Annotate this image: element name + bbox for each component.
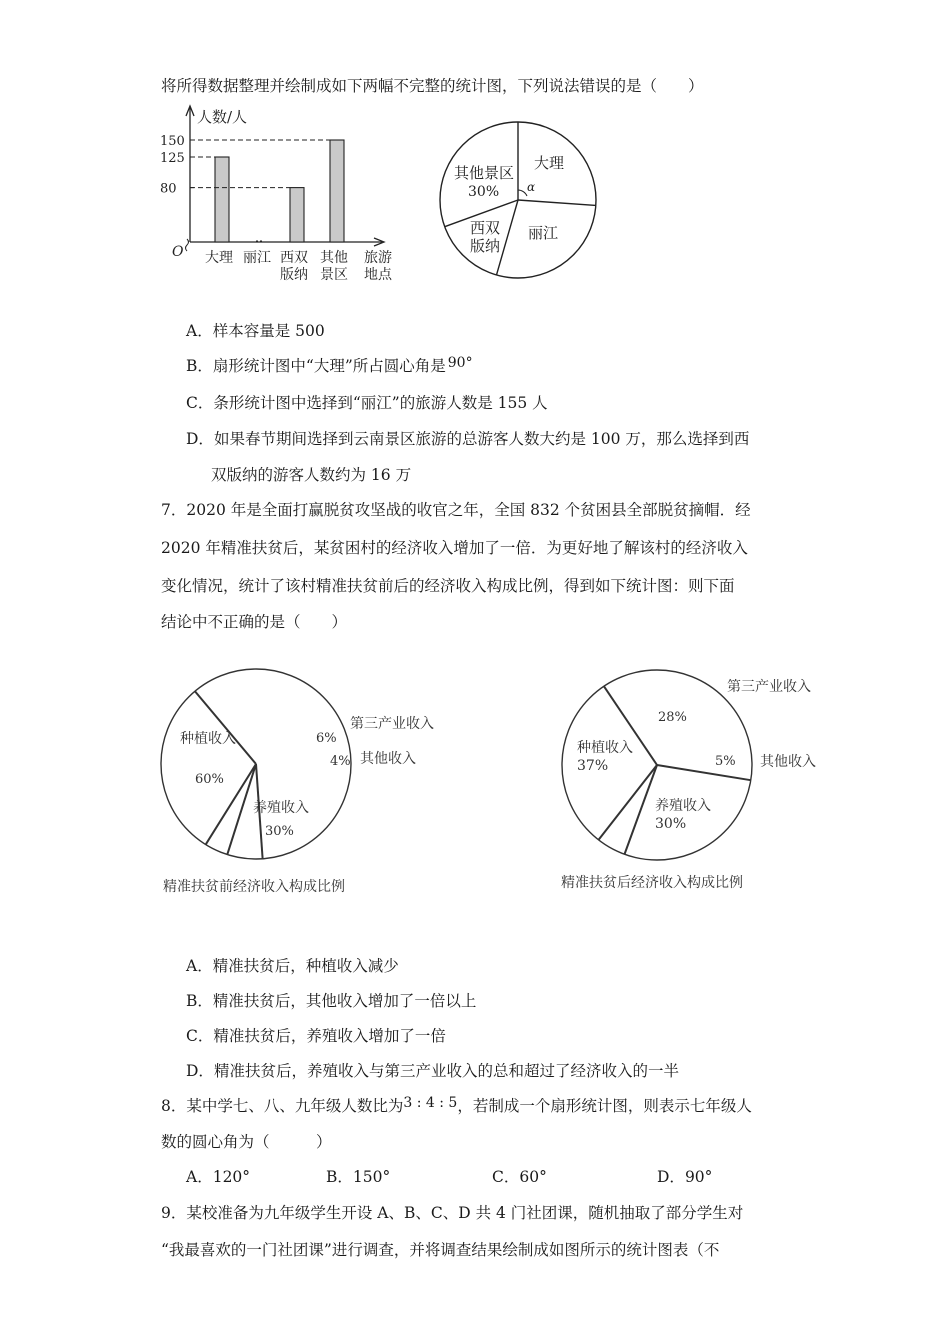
q8-line-2: 数的圆心角为（ ） xyxy=(161,1133,332,1151)
option-key: C． xyxy=(492,1168,520,1186)
q6-pie-chart xyxy=(430,110,610,290)
q8-text-pre: 8．某中学七、八、九年级人数比为 xyxy=(161,1097,404,1115)
q8-option-a[interactable] xyxy=(186,1167,250,1187)
pie-value-label: 30% xyxy=(265,824,294,839)
q7-line-4: 结论中不正确的是（ ） xyxy=(161,613,348,631)
q6-bar-chart xyxy=(160,100,400,290)
q7-option-a[interactable] xyxy=(186,956,399,976)
option-text: 精准扶贫后，其他收入增加了一倍以上 xyxy=(212,992,477,1010)
pie-title: 精准扶贫后经济收入构成比例 xyxy=(561,875,743,891)
option-text: 样本容量是 500 xyxy=(212,322,325,340)
x-tick-label: 西双 xyxy=(280,250,308,266)
option-text: 90° xyxy=(684,1168,713,1186)
x-axis-label: 旅游 xyxy=(364,250,392,266)
pie-category-label: 30% xyxy=(655,816,687,832)
pie-category-label: 养殖收入 xyxy=(655,798,711,814)
axis-break xyxy=(186,239,189,251)
option-key: A． xyxy=(186,322,213,340)
option-text: 条形统计图中选择到“丽江”的旅游人数是 155 人 xyxy=(213,394,548,412)
bar-3 xyxy=(330,140,344,242)
q7-line-1: 7．2020 年是全面打赢脱贫攻坚战的收官之年，全国 832 个贫困县全部脱贫摘帽．经 xyxy=(161,501,751,519)
q9-line-1: 9．某校准备为九年级学生开设 A、B、C、D 共 4 门社团课，随机抽取了部分学生对 xyxy=(161,1204,744,1222)
option-key: D． xyxy=(186,1062,214,1080)
option-key: D． xyxy=(657,1168,685,1186)
option-text: 精准扶贫后，种植收入减少 xyxy=(212,957,399,975)
q8-ratio: 3 : 4 : 5 xyxy=(403,1095,458,1111)
pie-slice-boundary-3 xyxy=(599,765,657,840)
option-text: 150° xyxy=(352,1168,391,1186)
pie-pct-other: 30% xyxy=(468,184,500,200)
y-tick-label: 80 xyxy=(160,181,177,197)
q8-line-1 xyxy=(161,1096,752,1117)
q7-pie-after xyxy=(555,668,835,900)
option-text: 扇形统计图中“大理”所占圆心角是 xyxy=(212,357,446,375)
option-key: B． xyxy=(186,992,213,1010)
pie-value-label: 28% xyxy=(658,710,687,725)
pie-slice-boundary-1 xyxy=(657,765,751,780)
pie-label-dali: 大理 xyxy=(534,154,565,172)
option-key: C． xyxy=(186,1027,214,1045)
pie-category-label: 37% xyxy=(577,758,609,774)
q6-option-b[interactable] xyxy=(186,356,473,377)
q8-option-b[interactable] xyxy=(326,1167,390,1187)
bar-2 xyxy=(290,188,304,242)
pie-label-lijiang: 丽江 xyxy=(528,224,559,242)
pie-outside-label: 第三产业收入 xyxy=(350,716,434,732)
option-key: A． xyxy=(186,957,213,975)
pie-slice-boundary-0 xyxy=(195,691,256,764)
pie-slice-boundary-2 xyxy=(625,765,657,854)
y-tick-label: 125 xyxy=(160,151,185,166)
q7-pie-before xyxy=(155,660,455,900)
pie-value-label: 6% xyxy=(316,731,337,746)
angle-arc xyxy=(518,190,527,196)
option-key: D． xyxy=(186,430,214,448)
x-tick-label: 丽江 xyxy=(243,250,271,266)
q6-option-c[interactable] xyxy=(186,393,548,413)
pie-outside-label: 其他收入 xyxy=(760,754,816,770)
q6-intro: 将所得数据整理并绘制成如下两幅不完整的统计图，下列说法错误的是（ ） xyxy=(161,77,704,95)
pie-label-xishuangbanna: 版纳 xyxy=(470,237,501,255)
option-text: 60° xyxy=(519,1168,547,1186)
x-tick-label: 景区 xyxy=(320,267,348,283)
x-axis-label: 地点 xyxy=(364,267,392,283)
q8-option-c[interactable] xyxy=(492,1167,547,1187)
pie-title: 精准扶贫前经济收入构成比例 xyxy=(163,879,345,895)
pie-label-xishuangbanna: 西双 xyxy=(470,219,501,237)
q6-option-a[interactable] xyxy=(186,321,325,341)
pie-category-label: 养殖收入 xyxy=(253,800,309,816)
pie-outside-label: 第三产业收入 xyxy=(727,679,811,695)
option-key: A． xyxy=(186,1168,213,1186)
option-text: 精准扶贫后，养殖收入增加了一倍 xyxy=(213,1027,446,1045)
y-tick-label: 150 xyxy=(160,134,185,149)
pie-label-other: 其他景区 xyxy=(454,164,515,182)
x-tick-label: 其他 xyxy=(320,250,348,266)
pie-outside-label: 其他收入 xyxy=(360,751,416,767)
option-key: B． xyxy=(326,1168,353,1186)
pie-value-label: 5% xyxy=(715,754,736,769)
q7-option-c[interactable] xyxy=(186,1026,446,1046)
bar-0 xyxy=(215,157,229,242)
option-key: C． xyxy=(186,394,214,412)
q6-option-d[interactable] xyxy=(186,429,749,449)
pie-category-label: 种植收入 xyxy=(577,740,633,756)
q8-option-d[interactable] xyxy=(657,1167,712,1187)
q7-option-d[interactable] xyxy=(186,1061,679,1081)
option-text: 精准扶贫后，养殖收入与第三产业收入的总和超过了经济收入的一半 xyxy=(213,1062,679,1080)
q7-line-2: 2020 年精准扶贫后，某贫困村的经济收入增加了一倍．为更好地了解该村的经济收入 xyxy=(161,539,748,557)
pie-value-label: 60% xyxy=(195,772,224,787)
angle-label: α xyxy=(527,180,536,194)
option-key: B． xyxy=(186,357,213,375)
q7-option-b[interactable] xyxy=(186,991,476,1011)
pie-divider xyxy=(518,200,596,205)
q9-line-2: “我最喜欢的一门社团课”进行调查，并将调查结果绘制成如图所示的统计图表（不 xyxy=(161,1241,720,1259)
q6-option-d-cont: 双版纳的游客人数约为 16 万 xyxy=(211,466,412,484)
x-tick-label: 版纳 xyxy=(280,267,308,283)
pie-category-label: 种植收入 xyxy=(180,731,236,747)
pie-slice-boundary-2 xyxy=(227,764,256,855)
option-math: 90° xyxy=(447,355,473,371)
x-tick-label: 大理 xyxy=(205,250,233,266)
origin-label: O xyxy=(172,244,184,260)
q8-text-post: ，若制成一个扇形统计图，则表示七年级人 xyxy=(457,1097,752,1115)
y-axis-label: 人数/人 xyxy=(197,108,248,126)
q7-line-3: 变化情况，统计了该村精准扶贫前后的经济收入构成比例，得到如下统计图：则下面 xyxy=(161,577,735,595)
pie-value-label: 4% xyxy=(330,754,351,769)
option-text: 如果春节期间选择到云南景区旅游的总游客人数大约是 100 万，那么选择到西 xyxy=(213,430,750,448)
option-text: 120° xyxy=(212,1168,251,1186)
